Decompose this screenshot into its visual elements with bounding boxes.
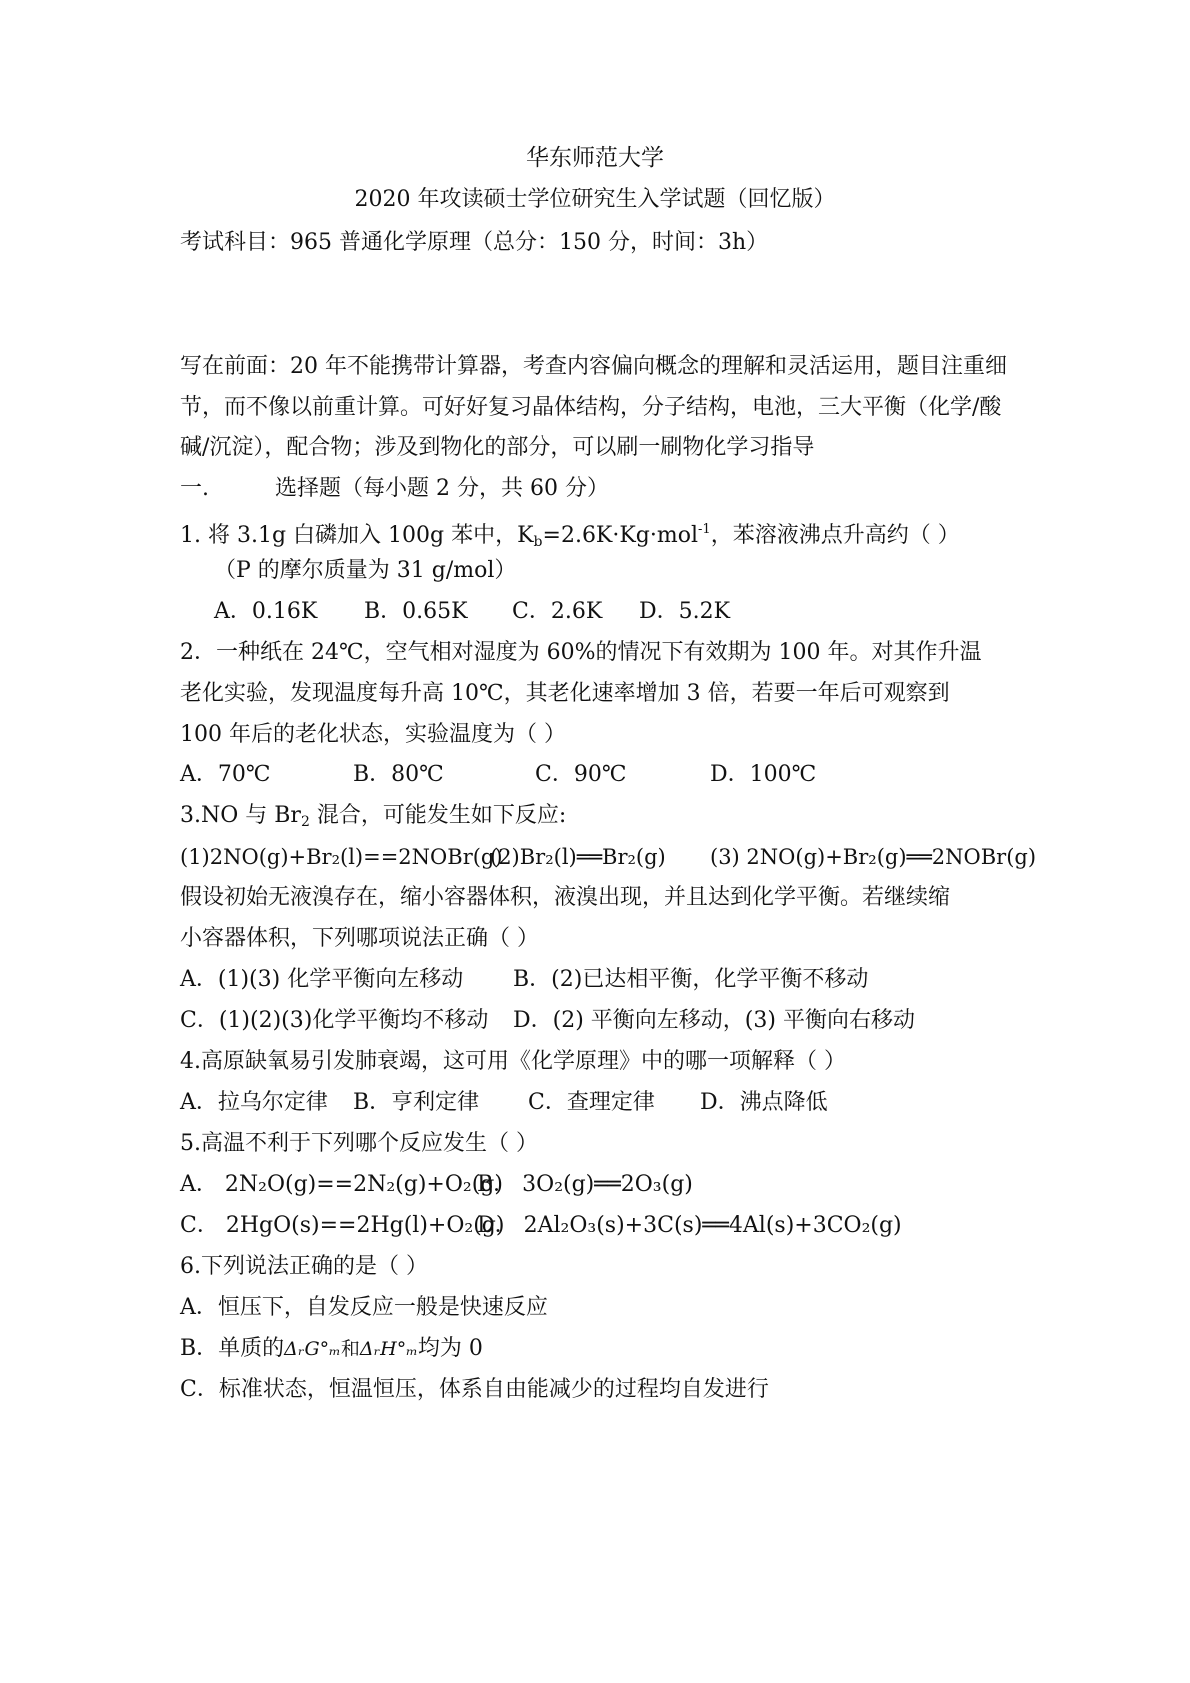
q3-line-1: 假设初始无液溴存在，缩小容器体积，液溴出现，并且达到化学平衡。若继续缩 — [180, 885, 951, 910]
q3-intro-c: 混合，可能发生如下反应: — [309, 803, 567, 828]
q6-option-b-text-a: B．单质的 — [180, 1336, 285, 1361]
section-title: 选择题（每小题 2 分，共 60 分） — [275, 476, 609, 501]
exam-title: 2020 年攻读硕士学位研究生入学试题（回忆版） — [354, 187, 836, 212]
q4-option-b: B．亨利定律 — [353, 1090, 480, 1115]
q1-option-b: B．0.65K — [364, 599, 468, 624]
q1-text-e: ，苯溶液沸点升高约（ ） — [710, 523, 960, 548]
preface-line-1: 写在前面：20 年不能携带计算器，考查内容偏向概念的理解和灵活运用，题目注重细 — [180, 354, 1007, 379]
q3-option-a: A．(1)(3) 化学平衡向左移动 — [180, 967, 464, 992]
section-heading — [180, 474, 1040, 504]
q3-option-d: D．(2) 平衡向左移动，(3) 平衡向右移动 — [513, 1008, 915, 1033]
q2-option-a: A．70℃ — [180, 762, 271, 787]
q2-option-c: C．90℃ — [535, 762, 627, 787]
q3-reaction-3: (3) 2NO(g)+Br₂(g)══2NOBr(g) — [710, 845, 1037, 869]
section-number: 一. — [180, 476, 209, 501]
q2-line-1: 2．一种纸在 24℃，空气相对湿度为 60%的情况下有效期为 100 年。对其作升温 — [180, 640, 982, 665]
q5-line: 5.高温不利于下列哪个反应发生（ ） — [180, 1131, 538, 1156]
q6-option-a: A．恒压下，自发反应一般是快速反应 — [180, 1295, 548, 1320]
q6-line: 6.下列说法正确的是（ ） — [180, 1254, 428, 1279]
q3-line-2: 小容器体积，下列哪项说法正确（ ） — [180, 926, 539, 951]
q2-line-3: 100 年后的老化状态，实验温度为（ ） — [180, 722, 566, 747]
q5-option-c: C． 2HgO(s)==2Hg(l)+O₂(g) — [180, 1213, 505, 1238]
q1-superscript: -1 — [698, 522, 711, 537]
q5-option-d: D． 2Al₂O₃(s)+3C(s)══4Al(s)+3CO₂(g) — [477, 1213, 902, 1238]
q1-option-a: A．0.16K — [214, 599, 318, 624]
preface-line-3: 碱/沉淀），配合物；涉及到物化的部分，可以刷一刷物化学习指导 — [180, 435, 815, 460]
q3-intro — [180, 801, 1040, 837]
preface-line-2: 节，而不像以前重计算。可好好复习晶体结构，分子结构，电池，三大平衡（化学/酸 — [180, 395, 1002, 420]
q3-reaction-1: (1)2NO(g)+Br₂(l)==2NOBr(g) — [180, 845, 503, 869]
q1-text-c: =2.6K·Kg·mol — [542, 523, 699, 548]
q1-option-c: C．2.6K — [512, 599, 603, 624]
q3-intro-sub: 2 — [300, 814, 310, 830]
q4-option-a: A．拉乌尔定律 — [180, 1090, 328, 1115]
q4-option-c: C．查理定律 — [528, 1090, 655, 1115]
q4-line: 4.高原缺氧易引发肺衰竭，这可用《化学原理》中的哪一项解释（ ） — [180, 1049, 846, 1074]
q6-delta-g-symbol: ΔᵣG°ₘ — [284, 1338, 341, 1360]
q1-text-a: 1. 将 3.1g 白磷加入 100g 苯中，K — [180, 523, 534, 548]
q3-option-c: C．(1)(2)(3)化学平衡均不移动 — [180, 1008, 489, 1033]
q2-option-d: D．100℃ — [710, 762, 817, 787]
exam-subject: 考试科目：965 普通化学原理（总分：150 分，时间：3h） — [180, 230, 769, 255]
q3-option-b: B．(2)已达相平衡，化学平衡不移动 — [513, 967, 869, 992]
q5-option-a: A． 2N₂O(g)==2N₂(g)+O₂(g) — [180, 1172, 503, 1197]
q3-reaction-2: (2)Br₂(l)══Br₂(g) — [490, 845, 666, 869]
university-title: 华东师范大学 — [526, 145, 664, 171]
q6-option-b-and: 和 — [340, 1338, 360, 1360]
q2-option-b: B．80℃ — [353, 762, 444, 787]
q6-option-c: C．标准状态，恒温恒压，体系自由能减少的过程均自发进行 — [180, 1377, 769, 1402]
q1-subscript: b — [533, 534, 543, 550]
q2-line-2: 老化实验，发现温度每升高 10℃，其老化速率增加 3 倍，若要一年后可观察到 — [180, 681, 950, 706]
q1-option-d: D．5.2K — [639, 599, 731, 624]
q5-option-b: B． 3O₂(g)══2O₃(g) — [477, 1172, 693, 1197]
q6-option-b — [180, 1334, 1040, 1364]
q6-option-b-text-b: 均为 0 — [417, 1336, 483, 1361]
q4-option-d: D．沸点降低 — [700, 1090, 828, 1115]
q3-intro-a: 3.NO 与 Br — [180, 803, 301, 828]
q1-note: （P 的摩尔质量为 31 g/mol） — [214, 558, 517, 583]
question-1 — [180, 515, 1040, 557]
q6-delta-h-symbol: ΔᵣH°ₘ — [359, 1338, 418, 1360]
